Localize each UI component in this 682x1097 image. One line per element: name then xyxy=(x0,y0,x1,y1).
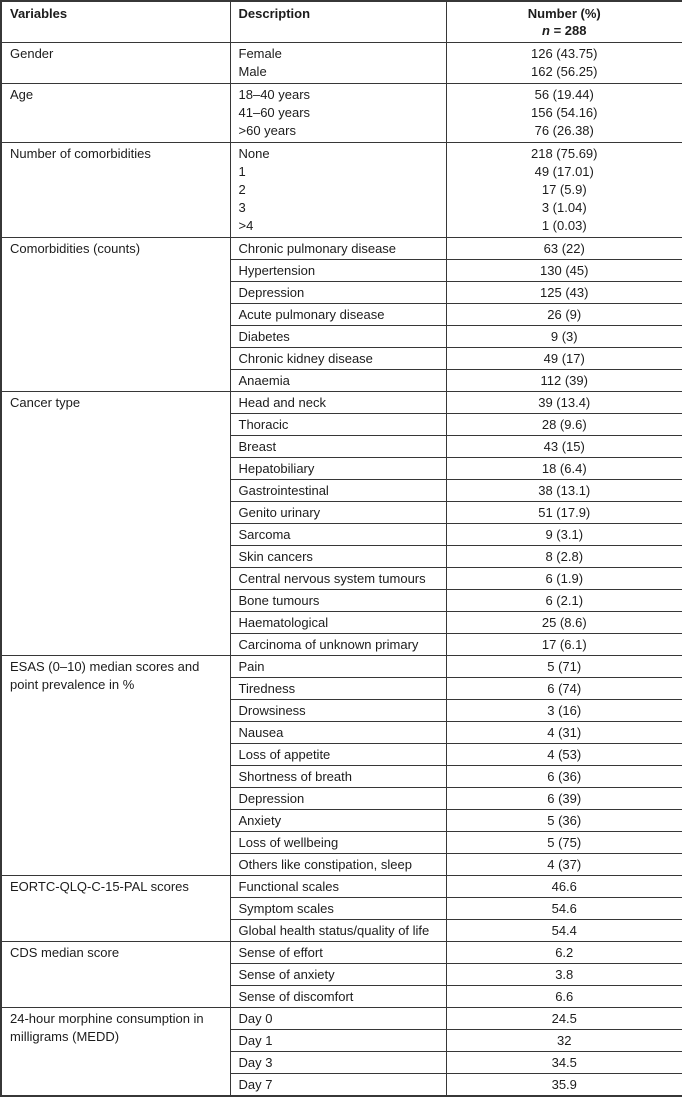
description-cell: Breast xyxy=(230,436,446,458)
value-cell: 28 (9.6) xyxy=(446,414,682,436)
description-cell: Diabetes xyxy=(230,326,446,348)
value-line: 3 (1.04) xyxy=(541,200,587,215)
table-row xyxy=(1,656,682,678)
variable-cell: Cancer type xyxy=(1,392,230,656)
table-row xyxy=(1,1008,682,1030)
value-cell: 5 (71) xyxy=(446,656,682,678)
description-cell: Central nervous system tumours xyxy=(230,568,446,590)
description-cell: Sarcoma xyxy=(230,524,446,546)
table-row xyxy=(1,942,682,964)
description-line: >60 years xyxy=(238,123,296,138)
description-cell: Others like constipation, sleep xyxy=(230,854,446,876)
variable-cell: EORTC-QLQ-C-15-PAL scores xyxy=(1,876,230,942)
description-cell: Skin cancers xyxy=(230,546,446,568)
variable-cell: ESAS (0–10) median scores and point prevalence in % xyxy=(1,656,230,876)
value-cell: 125 (43) xyxy=(446,282,682,304)
description-cell: Bone tumours xyxy=(230,590,446,612)
table-section-row xyxy=(1,84,682,143)
description-cell: Day 3 xyxy=(230,1052,446,1074)
description-cell: Symptom scales xyxy=(230,898,446,920)
description-cell: Chronic pulmonary disease xyxy=(230,238,446,260)
table-section-row xyxy=(1,143,682,238)
description-line: None xyxy=(238,146,270,161)
description-cell: Sense of discomfort xyxy=(230,986,446,1008)
value-cell: 4 (53) xyxy=(446,744,682,766)
n-symbol: n xyxy=(542,23,550,38)
value-cell: 43 (15) xyxy=(446,436,682,458)
value-line: 126 (43.75) xyxy=(531,46,598,61)
value-cell: 35.9 xyxy=(446,1074,682,1097)
value-cell: 46.6 xyxy=(446,876,682,898)
value-cell: 26 (9) xyxy=(446,304,682,326)
description-line: 18–40 years xyxy=(238,87,311,102)
description-cell: Nausea xyxy=(230,722,446,744)
description-cell: Sense of anxiety xyxy=(230,964,446,986)
value-cell xyxy=(446,43,682,84)
value-line: 49 (17.01) xyxy=(534,164,594,179)
value-cell: 24.5 xyxy=(446,1008,682,1030)
header-description: Description xyxy=(230,1,446,43)
description-cell: Head and neck xyxy=(230,392,446,414)
description-line: 1 xyxy=(238,164,246,179)
description-cell: Hepatobiliary xyxy=(230,458,446,480)
description-cell: Loss of wellbeing xyxy=(230,832,446,854)
variable-cell: Comorbidities (counts) xyxy=(1,238,230,392)
table-row xyxy=(1,876,682,898)
value-line: 218 (75.69) xyxy=(531,146,598,161)
value-cell: 32 xyxy=(446,1030,682,1052)
description-cell: Thoracic xyxy=(230,414,446,436)
description-cell: Carcinoma of unknown primary xyxy=(230,634,446,656)
value-cell: 6 (36) xyxy=(446,766,682,788)
value-cell: 38 (13.1) xyxy=(446,480,682,502)
variable-cell: Number of comorbidities xyxy=(1,143,230,238)
description-cell: Sense of effort xyxy=(230,942,446,964)
description-cell: Anxiety xyxy=(230,810,446,832)
description-cell: Depression xyxy=(230,282,446,304)
value-line: 17 (5.9) xyxy=(541,182,587,197)
value-cell: 6.2 xyxy=(446,942,682,964)
variable-cell: CDS median score xyxy=(1,942,230,1008)
value-cell: 9 (3.1) xyxy=(446,524,682,546)
value-line: 76 (26.38) xyxy=(534,123,594,138)
value-cell: 4 (37) xyxy=(446,854,682,876)
value-cell: 6 (1.9) xyxy=(446,568,682,590)
value-cell xyxy=(446,143,682,238)
value-cell: 34.5 xyxy=(446,1052,682,1074)
value-cell: 6.6 xyxy=(446,986,682,1008)
description-cell: Genito urinary xyxy=(230,502,446,524)
description-cell: Tiredness xyxy=(230,678,446,700)
value-cell: 18 (6.4) xyxy=(446,458,682,480)
description-cell: Acute pulmonary disease xyxy=(230,304,446,326)
header-number-label: Number (%) xyxy=(527,6,601,21)
variable-cell: 24-hour morphine consumption in milligrams (MEDD) xyxy=(1,1008,230,1097)
description-cell: Haematological xyxy=(230,612,446,634)
description-line: 41–60 years xyxy=(238,105,311,120)
value-cell: 5 (75) xyxy=(446,832,682,854)
value-cell: 4 (31) xyxy=(446,722,682,744)
description-cell: Day 1 xyxy=(230,1030,446,1052)
description-line: 2 xyxy=(238,182,246,197)
description-cell: Drowsiness xyxy=(230,700,446,722)
description-cell: Functional scales xyxy=(230,876,446,898)
variable-cell: Gender xyxy=(1,43,230,84)
table-row xyxy=(1,238,682,260)
value-cell: 54.6 xyxy=(446,898,682,920)
table-body xyxy=(1,43,682,1097)
value-cell: 17 (6.1) xyxy=(446,634,682,656)
value-cell: 49 (17) xyxy=(446,348,682,370)
value-cell: 5 (36) xyxy=(446,810,682,832)
description-cell xyxy=(230,143,446,238)
value-cell: 6 (2.1) xyxy=(446,590,682,612)
value-cell: 6 (74) xyxy=(446,678,682,700)
description-cell: Loss of appetite xyxy=(230,744,446,766)
value-line: 156 (54.16) xyxy=(531,105,598,120)
header-sample-size xyxy=(455,22,675,39)
variable-cell: Age xyxy=(1,84,230,143)
description-cell: Day 7 xyxy=(230,1074,446,1097)
description-line: Female xyxy=(238,46,282,61)
value-cell: 112 (39) xyxy=(446,370,682,392)
value-cell: 51 (17.9) xyxy=(446,502,682,524)
value-line: 56 (19.44) xyxy=(534,87,594,102)
value-cell: 63 (22) xyxy=(446,238,682,260)
description-cell xyxy=(230,43,446,84)
description-cell: Shortness of breath xyxy=(230,766,446,788)
value-line: 162 (56.25) xyxy=(531,64,598,79)
value-cell: 9 (3) xyxy=(446,326,682,348)
description-cell: Day 0 xyxy=(230,1008,446,1030)
value-line: 1 (0.03) xyxy=(541,218,587,233)
description-line: 3 xyxy=(238,200,246,215)
description-cell: Depression xyxy=(230,788,446,810)
description-cell: Global health status/quality of life xyxy=(230,920,446,942)
n-value: = 288 xyxy=(549,23,587,38)
value-cell xyxy=(446,84,682,143)
value-cell: 39 (13.4) xyxy=(446,392,682,414)
description-cell: Anaemia xyxy=(230,370,446,392)
description-cell xyxy=(230,84,446,143)
description-line: Male xyxy=(238,64,267,79)
value-cell: 130 (45) xyxy=(446,260,682,282)
table-header-row xyxy=(1,1,682,43)
description-line: >4 xyxy=(238,218,254,233)
value-cell: 3.8 xyxy=(446,964,682,986)
header-number xyxy=(446,1,682,43)
value-cell: 6 (39) xyxy=(446,788,682,810)
value-cell: 8 (2.8) xyxy=(446,546,682,568)
table-row xyxy=(1,392,682,414)
value-cell: 3 (16) xyxy=(446,700,682,722)
value-cell: 25 (8.6) xyxy=(446,612,682,634)
table-section-row xyxy=(1,43,682,84)
header-variables: Variables xyxy=(1,1,230,43)
value-cell: 54.4 xyxy=(446,920,682,942)
description-cell: Pain xyxy=(230,656,446,678)
description-cell: Gastrointestinal xyxy=(230,480,446,502)
description-cell: Hypertension xyxy=(230,260,446,282)
description-cell: Chronic kidney disease xyxy=(230,348,446,370)
